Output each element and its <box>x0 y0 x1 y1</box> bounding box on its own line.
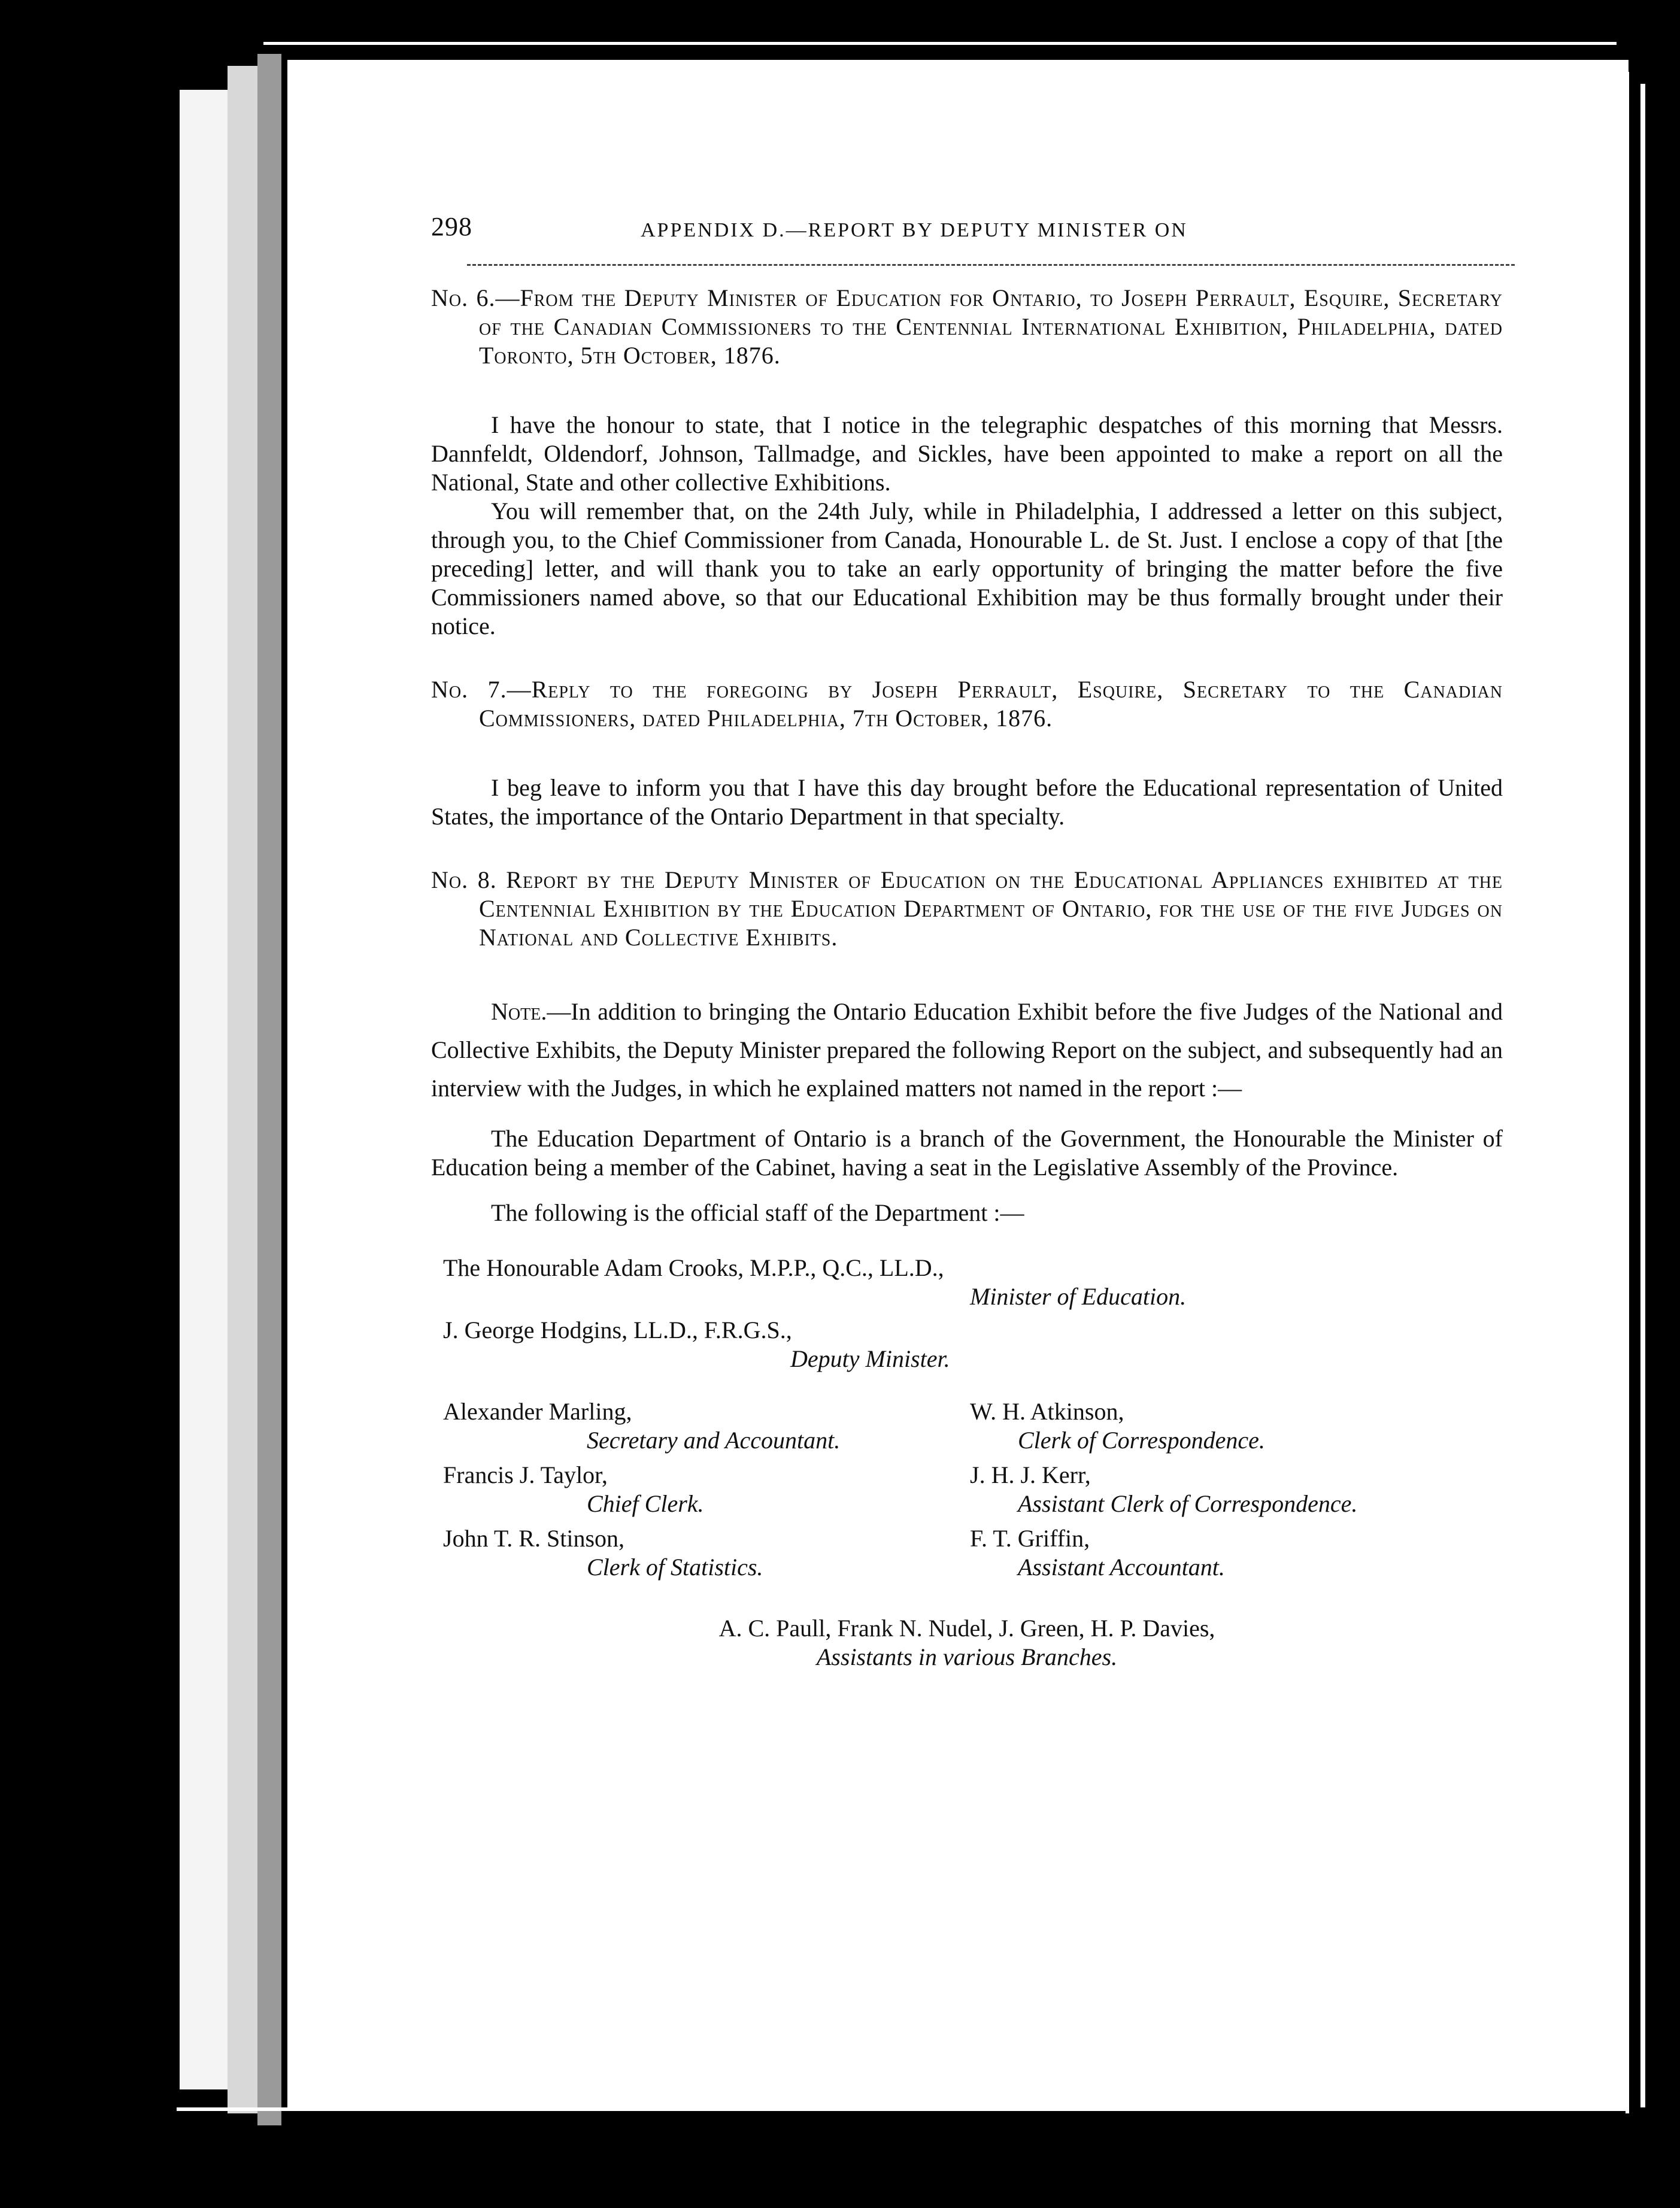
assistants-names: A. C. Paull, Frank N. Nudel, J. Green, H. P. Davies, <box>718 1615 1215 1642</box>
page-stack-edge <box>257 54 281 2125</box>
staff-entry <box>443 1524 970 1582</box>
page-content <box>431 213 1503 1672</box>
staff-grid <box>431 1397 1503 1584</box>
note-paragraph <box>431 993 1503 1108</box>
staff-title: Clerk of Correspondence. <box>1018 1427 1265 1454</box>
staff-title: Deputy Minister. <box>790 1345 950 1372</box>
staff-title: Secretary and Accountant. <box>587 1427 841 1454</box>
staff-title: Chief Clerk. <box>587 1490 704 1517</box>
staff-entry <box>970 1461 1509 1518</box>
section-heading-no6: No. 6.—From the Deputy Minister of Education for Ontario, to Joseph Perrault, Esquire, Secretary of the Canadian Commissioners to the Centennial International Exhibition, Philadelphia, dated Toronto, 5th October, 1876. <box>431 284 1503 369</box>
staff-entry <box>970 1524 1509 1582</box>
page-number: 298 <box>431 212 472 241</box>
staff-minister <box>431 1254 1503 1311</box>
staff-title: Clerk of Statistics. <box>587 1554 763 1581</box>
staff-name: Francis J. Taylor, <box>443 1461 608 1488</box>
page-edge <box>1640 84 1645 2107</box>
staff-entry <box>443 1461 970 1518</box>
paragraph: I beg leave to inform you that I have this day brought before the Educational representation of United States, the importance of the Ontario Department in that specialty. <box>431 774 1503 830</box>
section-heading-no7: No. 7.—Reply to the foregoing by Joseph Perrault, Esquire, Secretary to the Canadian Commissioners, dated Philadelphia, 7th October, 1876. <box>431 676 1503 732</box>
staff-title: Assistant Accountant. <box>1018 1554 1225 1581</box>
paragraph: You will remember that, on the 24th July, while in Philadelphia, I addressed a letter on this subject, through you, to the Chief Commissioner from Canada, Honourable L. de St. Just. I enclose a copy of that [the preceding] letter, and will thank you to take an early opportunity of bringing the matter before the five Commissioners named above, so that our Educational Exhibition may be thus formally brought under their notice. <box>431 498 1503 639</box>
staff-name: Alexander Marling, <box>443 1398 632 1425</box>
assistants-title: Assistants in various Branches. <box>816 1643 1118 1670</box>
staff-entry <box>970 1397 1509 1455</box>
note-text: —In addition to bringing the Ontario Education Exhibit before the five Judges of the National and Collective Exhibits, the Deputy Minister prepared the following Report on the subject, and subsequently had an interview with the Judges, in which he explained matters not named in the report :— <box>431 998 1503 1102</box>
staff-name: J. George Hodgins, LL.D., F.R.G.S., <box>443 1317 792 1343</box>
staff-name: W. H. Atkinson, <box>970 1398 1124 1425</box>
note-label: Note. <box>491 998 547 1025</box>
staff-deputy <box>431 1316 1503 1373</box>
staff-name: F. T. Griffin, <box>970 1525 1090 1552</box>
page-edge <box>177 2107 1626 2111</box>
staff-assistants <box>431 1614 1503 1672</box>
staff-title: Minister of Education. <box>970 1283 1187 1310</box>
page-edge <box>263 42 1617 45</box>
paragraph: I have the honour to state, that I notice in the telegraphic despatches of this morning that Messrs. Dannfeldt, Oldendorf, Johnson, Tallmadge, and Sickles, have been appointed to make a report on all the National, State and other collective Exhibitions. <box>431 411 1503 496</box>
staff-name: John T. R. Stinson, <box>443 1525 625 1552</box>
document-page <box>287 60 1629 2107</box>
staff-entry <box>443 1397 970 1455</box>
paragraph: The Education Department of Ontario is a branch of the Government, the Honourable the Minister of Education being a member of the Cabinet, having a seat in the Legislative Assembly of the Province. <box>431 1125 1503 1181</box>
staff-name: J. H. J. Kerr, <box>970 1461 1091 1488</box>
staff-title: Assistant Clerk of Correspondence. <box>1018 1490 1358 1517</box>
running-title: APPENDIX D.—REPORT BY DEPUTY MINISTER ON <box>641 219 1188 241</box>
section-heading-no8: No. 8. Report by the Deputy Minister of Education on the Educational Appliances exhibited at the Centennial Exhibition by the Education Department of Ontario, for the use of the five Judges on National and Collective Exhibits. <box>431 866 1503 951</box>
running-header <box>431 213 1503 248</box>
paragraph: The following is the official staff of the Department :— <box>491 1199 1024 1226</box>
header-rule <box>467 264 1515 266</box>
staff-name: The Honourable Adam Crooks, M.P.P., Q.C., LL.D., <box>443 1254 944 1281</box>
